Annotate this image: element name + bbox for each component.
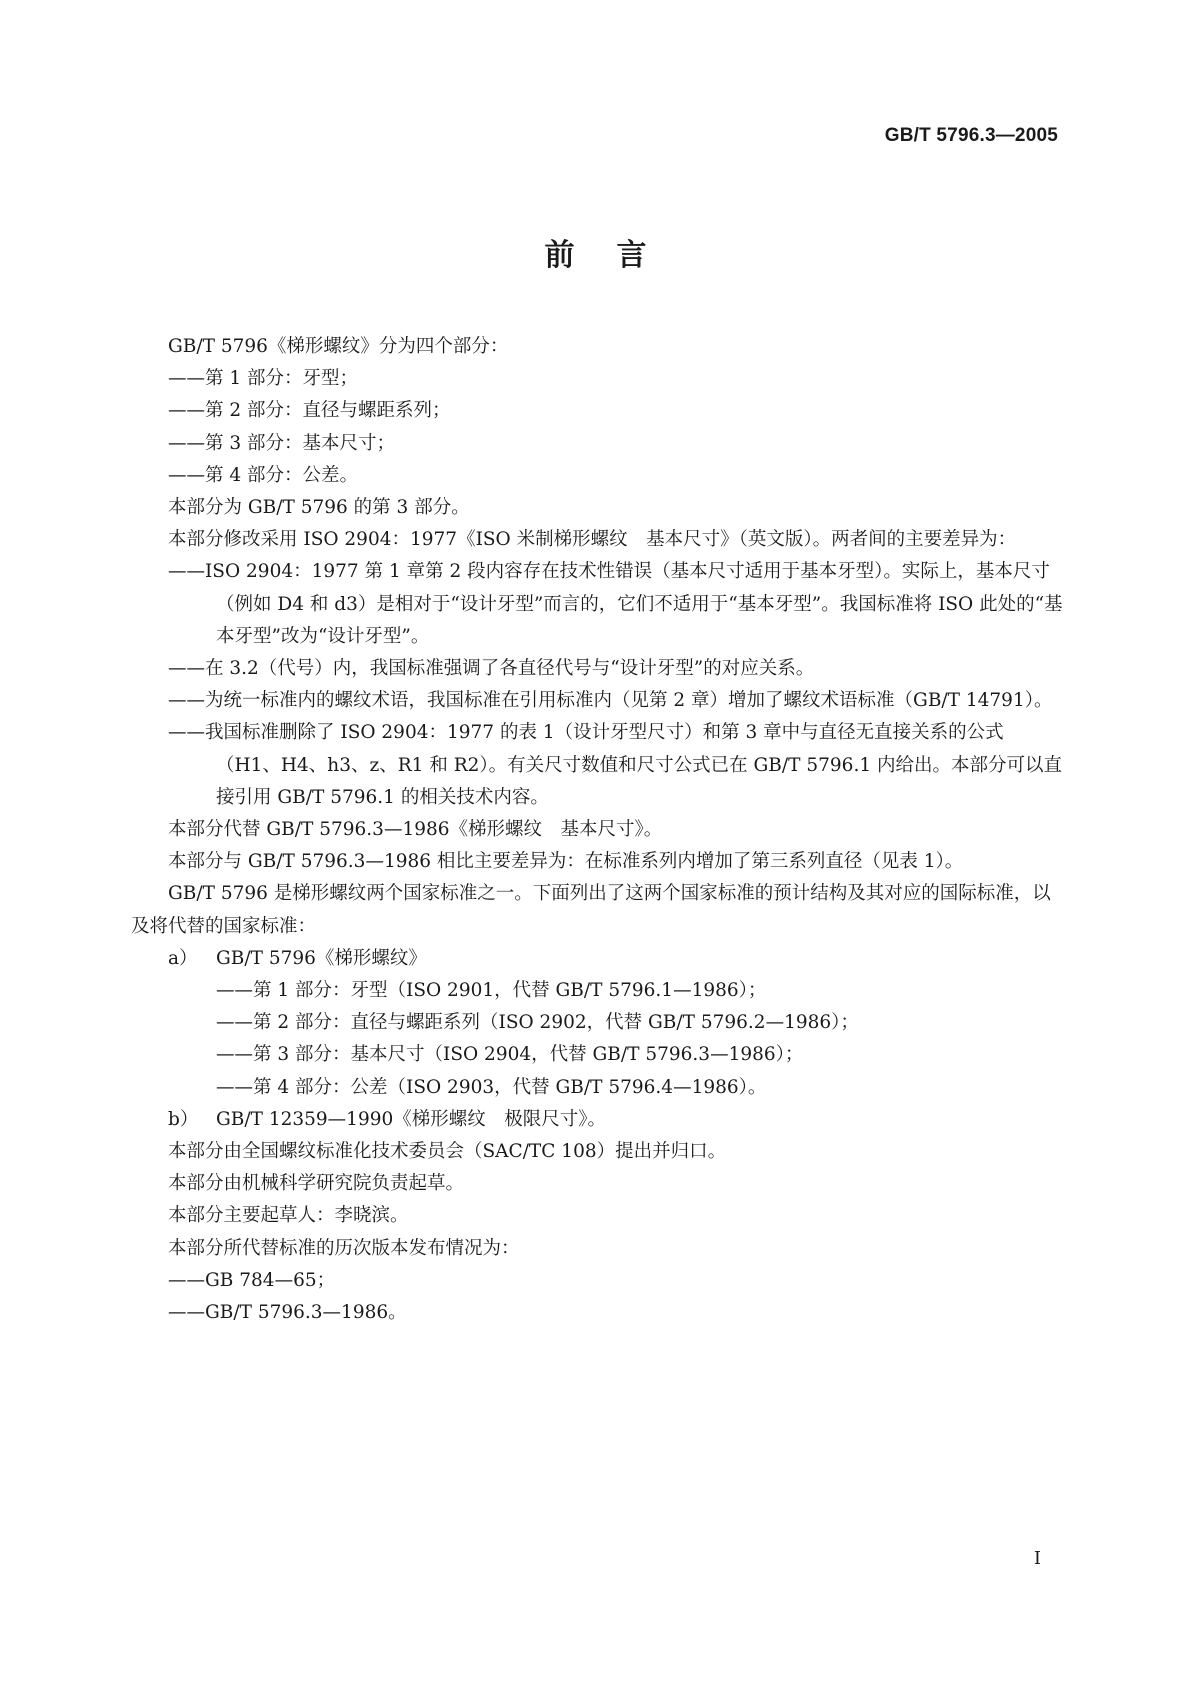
difference-item: ——在 3.2（代号）内，我国标准强调了各直径代号与“设计牙型”的对应关系。 — [168, 658, 815, 680]
structure-sub-item: ——第 2 部分：直径与螺距系列（ISO 2902，代替 GB/T 5796.2—1986）； — [216, 1012, 859, 1034]
paragraph-part-scope: 本部分为 GB/T 5796 的第 3 部分。 — [168, 497, 470, 519]
paragraph-drafter: 本部分由机械科学研究院负责起草。 — [168, 1173, 465, 1195]
list-item-b — [131, 1104, 1063, 1136]
structure-sub-item: ——第 4 部分：公差（ISO 2903，代替 GB/T 5796.4—1986）。 — [216, 1076, 767, 1098]
paragraph-history-intro: 本部分所代替标准的历次版本发布情况为： — [168, 1237, 520, 1259]
list-text-b: GB/T 12359—1990《梯形螺纹 极限尺寸》。 — [216, 1108, 607, 1130]
structure-sub-item: ——第 1 部分：牙型（ISO 2901，代替 GB/T 5796.1—1986）； — [216, 980, 767, 1002]
list-label-b: b） — [168, 1108, 199, 1130]
document-number: GB/T 5796.3—2005 — [884, 125, 1058, 146]
page-title: 前言 — [544, 238, 689, 273]
difference-item: ——ISO 2904：1977 第 1 章第 2 段内容存在技术性错误（基本尺寸适用于基本牙型）。实际上，基本尺寸（例如 D4 和 d3）是相对于“设计牙型”而言的，它们不适用于“基本牙型”。我国标准将 ISO 此处的“基本牙型”改为“设计牙型”。 — [168, 561, 1063, 647]
structure-sub-item: ——第 3 部分：基本尺寸（ISO 2904，代替 GB/T 5796.3—1986）； — [216, 1044, 804, 1066]
paragraph-parts-intro: GB/T 5796《梯形螺纹》分为四个部分： — [168, 336, 509, 357]
paragraph-replaces: 本部分代替 GB/T 5796.3—1986《梯形螺纹 基本尺寸》。 — [168, 819, 663, 841]
document-body — [131, 331, 1063, 1329]
paragraph-iso-adoption: 本部分修改采用 ISO 2904：1977《ISO 米制梯形螺纹 基本尺寸》（英文版）。两者间的主要差异为： — [168, 529, 1017, 551]
history-item: ——GB/T 5796.3—1986。 — [168, 1302, 407, 1324]
difference-item: ——我国标准删除了 ISO 2904：1977 的表 1（设计牙型尺寸）和第 3 章中与直径无直接关系的公式（H1、H4、h3、z、R1 和 R2）。有关尺寸数值和尺寸公式已在 GB/T 5796.1 内给出。本部分可以直接引用 GB/T 5796.1 的相关技术内容。 — [168, 722, 1062, 808]
paragraph-authors: 本部分主要起草人：李晓滨。 — [168, 1205, 409, 1227]
parts-list-item: ——第 2 部分：直径与螺距系列； — [168, 400, 451, 422]
parts-list-item: ——第 4 部分：公差。 — [168, 464, 359, 486]
list-item-a — [131, 943, 1063, 975]
list-text-a: GB/T 5796《梯形螺纹》 — [216, 947, 427, 969]
page-number: I — [1033, 1548, 1041, 1569]
difference-item: ——为统一标准内的螺纹术语，我国标准在引用标准内（见第 2 章）增加了螺纹术语标准（GB/T 14791）。 — [168, 690, 1053, 712]
paragraph-main-changes: 本部分与 GB/T 5796.3—1986 相比主要差异为：在标准系列内增加了第三系列直径（见表 1）。 — [168, 851, 964, 873]
history-item: ——GB 784—65； — [168, 1269, 336, 1291]
paragraph-structure: GB/T 5796 是梯形螺纹两个国家标准之一。下面列出了这两个国家标准的预计结构及其对应的国际标准，以及将代替的国家标准： — [131, 883, 1051, 937]
paragraph-proposer: 本部分由全国螺纹标准化技术委员会（SAC/TC 108）提出并归口。 — [168, 1141, 727, 1163]
parts-list-item: ——第 3 部分：基本尺寸； — [168, 432, 396, 454]
parts-list-item: ——第 1 部分：牙型； — [168, 368, 359, 390]
list-label-a: a） — [168, 947, 198, 969]
